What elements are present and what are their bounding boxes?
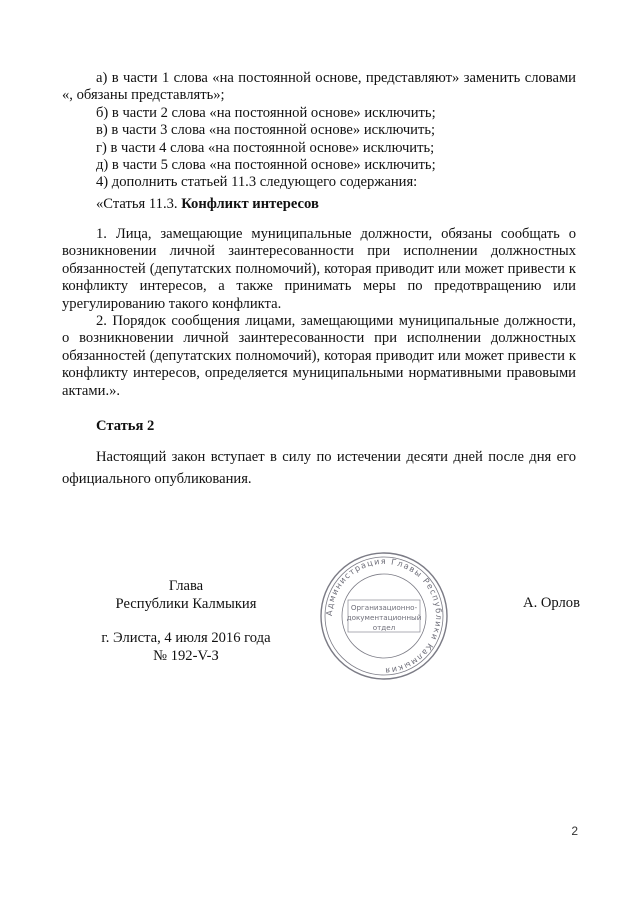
stamp-center-line-1: Организационно-: [350, 603, 418, 612]
law-number: № 192-V-З: [153, 648, 219, 664]
article-2-body: [62, 446, 576, 490]
signatory-title-line-2: Республики Калмыкия: [115, 596, 257, 612]
place-and-date: г. Элиста, 4 июля 2016 года: [101, 630, 271, 646]
amendments-block: [62, 70, 576, 213]
amendment-a: а) в части 1 слова «на постоянной основе, представляют» заменить словами «, обязаны представлять»;: [62, 70, 576, 104]
amendment-e: д) в части 5 слова «на постоянной основе» исключить;: [96, 157, 436, 174]
article-2-heading: Статья 2: [96, 418, 155, 434]
amendment-4: 4) дополнить статьей 11.3 следующего содержания:: [96, 174, 418, 191]
article-11-3-title: Конфликт интересов: [181, 195, 319, 212]
signatory-name: А. Орлов: [523, 595, 580, 611]
amendment-b: б) в части 2 слова «на постоянной основе» исключить;: [96, 104, 436, 121]
amendment-d: г) в части 4 слова «на постоянной основе» исключить;: [96, 139, 435, 156]
article-11-3-heading: [62, 196, 576, 213]
amendment-c: в) в части 3 слова «на постоянной основе» исключить;: [96, 122, 436, 139]
article-2-text: Настоящий закон вступает в силу по истечении десяти дней после дня его официального опубликования.: [62, 449, 576, 487]
article-11-3-paragraph-2: 2. Порядок сообщения лицами, замещающими муниципальные должности, о возникновении личной заинтересованности при исполнении должностных обязанностей (депутатских полномочий), которая приводит или может привести к конфликту интересов, определяется муниципальными нормативными правовыми актами.».: [62, 313, 576, 399]
article-11-3-body: [62, 226, 576, 400]
stamp-center-line-3: отдел: [372, 623, 396, 632]
official-stamp-icon: [318, 550, 450, 682]
article-11-3-prefix: «Статья 11.3.: [96, 195, 182, 212]
stamp-outer-text: Администрация Главы Республики Калмыкия: [323, 555, 445, 677]
signatory-title-line-1: Глава: [168, 578, 204, 594]
article-11-3-paragraph-1: 1. Лица, замещающие муниципальные должности, обязаны сообщать о возникновении личной заинтересованности при исполнении должностных обязанностей (депутатских полномочий), которая приводит или может привести к конфликту интересов, а также принимать меры по предотвращению или урегулированию такого конфликта.: [62, 226, 576, 312]
page-number: 2: [571, 824, 578, 838]
stamp-center-line-2: документационный: [346, 613, 422, 622]
